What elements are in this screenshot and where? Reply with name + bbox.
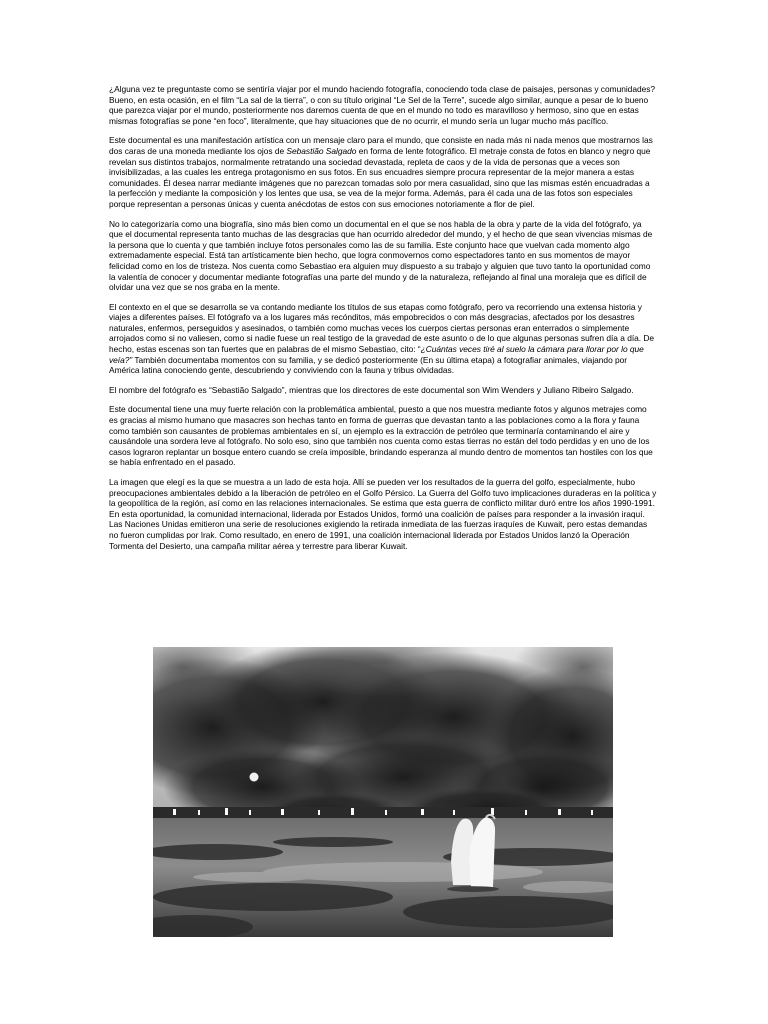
horizon-band bbox=[153, 807, 613, 819]
smoke-clouds bbox=[153, 647, 613, 832]
paragraph-biography: No lo categorizaría como una biografía, sino más bien como un documental en el que se nos habla de la obra y parte de la vida del fotógrafo, ya que el documental representa tanto muchas de las desgracias que han ocurrido alrededor del mundo, y el hecho de que sean vivencias mismas de la persona que lo cuenta y que también incluye fotos personales como las de su familia. Este conjunto hace que vuelvan cada momento algo extremadamente especial. Está tan artísticamente bien hecho, que logra conmovernos como espectadores tanto en sus momentos de mayor felicidad como en los de tristeza. Nos cuenta como Sebastiao era alguien muy dispuesto a su trabajo y alguien que tuvo tanto la oportunidad como la valentía de conocer y documentar mediante fotografías una parte del mundo y de la naturaleza, reflejando al final una moraleja que es difícil de olvidar una vez que se nos graba en la mente. bbox=[109, 218, 653, 293]
gulf-war-photo bbox=[153, 647, 613, 937]
sun bbox=[250, 773, 259, 782]
photographer-name-italic: Sebastião Salgado bbox=[286, 145, 357, 156]
paragraph-intro: ¿Alguna vez te preguntaste como se sentiría viajar por el mundo haciendo fotografía, conociendo toda clase de paisajes, personas y comunidades? Bueno, en esta ocasión, en el film “La sal de la tierra”, o con su título original “Le Sel de la Terre”, sucede algo similar, aunque a pesar de lo bueno que parezca viajar por el mundo, posteriormente nos daremos cuenta de que en el mundo no todo es maravilloso y hermoso, sino que en estas mismas fotografías se pone “en foco”, literalmente, que hay situaciones que de no ocurrir, el mundo sería un lugar mucho más pacífico. bbox=[109, 84, 656, 126]
quote-italic: ¿Cuántas veces tiré al suelo la cámara para llorar por lo que veía?” bbox=[109, 344, 644, 365]
document-body bbox=[109, 84, 657, 560]
paragraph-credits: El nombre del fotógrafo es “Sebastião Salgado”, mientras que los directores de este documental son Wim Wenders y Juliano Ribeiro Salgado. bbox=[109, 384, 634, 395]
paragraph-documentary-description: Este documental es una manifestación artística con un mensaje claro para el mundo, que consiste en nada más ni nada menos que mostrarnos las dos caras de una moneda mediante los ojos de Sebastião Salgado en forma de lente fotográfico. El metraje consta de fotos en blanco y negro que revelan sus distintos trabajos, normalmente retratando una sociedad devastada, repleta de caos y de la vida de personas que a veces son invisibilizadas, a las cuales les entrega protagonismo en sus fotos. En sus encuadres siempre procura representar de la mejor manera a estas comunidades. Él desea narrar mediante imágenes que no parezcan tomadas solo por mera casualidad, sino que las mismas estén encuadradas a la perfección y mediante la composición y los lentes que usa, se vea de la mejor forma. Además, para él cada una de las fotos son especiales porque representan a personas únicas y cuenta anécdotas de estos con sus emociones notoriamente a flor de piel. bbox=[109, 135, 653, 209]
paragraph-environment: Este documental tiene una muy fuerte relación con la problemática ambiental, puesto a que nos muestra mediante fotos y algunos metrajes como es gracias al mismo humano que masacres son hechas tanto en forma de guerras que devastan tanto a las poblaciones como a la flora y fauna como también son causantes de problemas ambientales en sí, un ejemplo es la extracción de petróleo que terminaría contaminando el aire y causándole una sordera leve al fotógrafo. No solo eso, sino que también nos cuenta como estas tierras no están del todo perdidas y en uno de los casos lograron replantar un bosque entero cuando se creía imposible, brindando esperanza al mundo dentro de momentos tan hostiles con los que se había enfrentado en el pasado. bbox=[109, 404, 653, 468]
oil-fires-landscape-image bbox=[153, 647, 613, 937]
paragraph-gulf-war: La imagen que elegí es la que se muestra a un lado de esta hoja. Allí se pueden ver los resultados de la guerra del golfo, especialmente, hubo preocupaciones ambientales debido a la liberación de petróleo en el Golfo Pérsico. La Guerra del Golfo tuvo implicaciones duraderas en la política y la geopolítica de la región, así como en las relaciones internacionales. Se estima que esta guerra de conflicto militar duró entre los años 1990-1991. En esta oportunidad, la comunidad internacional, liderada por Estados Unidos, formó una coalición de países para responder a la invasión iraquí. Las Naciones Unidas emitieron una serie de resoluciones exigiendo la retirada inmediata de las fuerzas iraquíes de Kuwait, pero estas demandas no fueron cumplidas por Irak. Como resultado, en enero de 1991, una coalición internacional liderada por Estados Unidos lanzó la Operación Tormenta del Desierto, una campaña militar aérea y terrestre para liberar Kuwait. bbox=[109, 477, 657, 551]
paragraph-context: El contexto en el que se desarrolla se va contando mediante los títulos de sus etapas como fotógrafo, pero va recorriendo una extensa historia y viajes a diferentes países. El fotógrafo va a los lugares más recónditos, más empobrecidos o con más desgracias, afectados por los desastres naturales, enfermos, perseguidos y asesinados, o también como muchas veces los cuerpos ciertas personas eran enterrados o simplemente arrojados como si no valiesen, como si nadie fuese un real testigo de la gravedad de este asunto o de lo que algunas personas sufren día a día. De hecho, estas escenas son tan fuertes que en palabras de el mismo Sebastiao, cito: “¿Cuántas veces tiré al suelo la cámara para llorar por lo que veía?” También documentaba momentos con su familia, y se dedicó posteriormente (En su última etapa) a fotografiar animales, viajando por América latina conociendo gente, descubriendo y conviviendo con la fauna y tribus olvidadas. bbox=[109, 301, 655, 376]
